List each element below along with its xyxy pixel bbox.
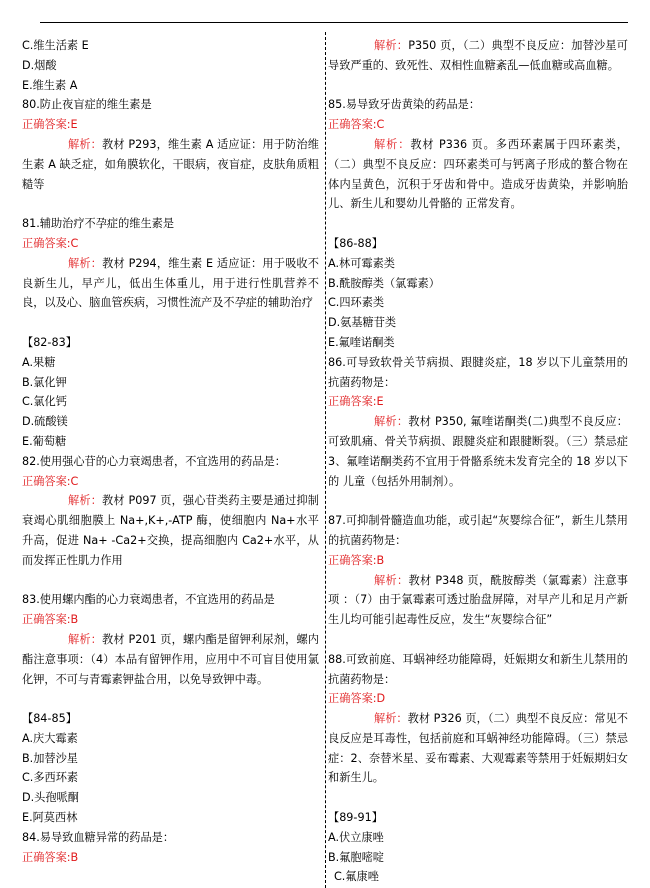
- answer-value: C: [70, 474, 79, 488]
- answer-88: [328, 689, 628, 709]
- answer-label: 正确答案:: [22, 118, 71, 132]
- answer-82: [22, 472, 319, 492]
- answer-83: [22, 610, 319, 630]
- answer-80: [22, 115, 319, 135]
- option-c: C.四环素类: [328, 296, 385, 310]
- option-a: A.果糖: [22, 355, 56, 369]
- group-heading-82-83: 【82-83】: [22, 335, 77, 349]
- question-82: 82.使用强心苷的心力衰竭患者，不宜选用的药品是：: [22, 454, 286, 468]
- answer-value: B: [70, 850, 79, 864]
- explanation-87: [328, 571, 628, 630]
- option-c: C.氟康唑: [334, 870, 379, 884]
- explanation-label: 解析：: [374, 39, 409, 52]
- option-b: B.酰胺醇类（氯霉素）: [328, 276, 440, 290]
- option-e: E.维生素 A: [22, 78, 78, 92]
- option-d: D.氨基糖苷类: [328, 316, 397, 330]
- explanation-85: [328, 135, 628, 214]
- option-a: A.伏立康唑: [328, 830, 384, 844]
- group-heading-84-85: 【84-85】: [22, 712, 77, 726]
- option-e: E.阿莫西林: [22, 811, 78, 825]
- question-84: 84.易导致血糖异常的药品是：: [22, 830, 175, 844]
- group-heading-86-88: 【86-88】: [328, 236, 383, 250]
- explanation-text: P350 页，（二）典型不良反应：加替沙星可导致严重的、致死性、双相性血糖紊乱—低血糖或高血糖。: [328, 39, 628, 72]
- question-80: 80.防止夜盲症的维生素是: [22, 98, 152, 112]
- option-b: B.加替沙星: [22, 751, 78, 765]
- answer-value: B: [376, 553, 385, 567]
- explanation-label: 解析：: [374, 415, 409, 429]
- question-81: 81.辅助治疗不孕症的维生素是: [22, 217, 175, 231]
- explanation-text: 教材 P350, 氟喹诺酮类(二)典型不良反应：可致肌痛、骨关节病损、跟腱炎症和跟腱断裂。（三）禁忌症 3、氟喹诺酮类药不宜用于骨骼系统未发育完全的 18 岁以下的 儿童（包括外用制剂）。: [328, 415, 628, 488]
- answer-label: 正确答案:: [22, 613, 71, 627]
- explanation-label: 解析：: [68, 256, 103, 270]
- answer-label: 正确答案:: [328, 118, 377, 132]
- explanation-text: 教材 P201 页，螺内酯是留钾利尿剂，螺内酯注意事项：（4）本品有留钾作用，应用中不可盲目使用氯化钾，不可与青霉素钾盐合用，以免导致钾中毒。: [22, 632, 319, 686]
- explanation-label: 解析：: [68, 494, 103, 508]
- explanation-label: 解析：: [374, 712, 408, 726]
- explanation-82: [22, 491, 319, 570]
- answer-87: [328, 551, 628, 571]
- answer-label: 正确答案:: [22, 236, 71, 250]
- right-column: [328, 36, 628, 887]
- option-c: C.多西环素: [22, 771, 79, 785]
- explanation-83: [22, 630, 319, 689]
- explanation-label: 解析：: [68, 137, 103, 151]
- question-88: 88.可致前庭、耳蜗神经功能障碍，妊娠期女和新生儿禁用的抗菌药物是：: [328, 652, 628, 686]
- explanation-80: [22, 135, 319, 194]
- answer-label: 正确答案:: [328, 553, 377, 567]
- option-b: B.氟胞嘧啶: [328, 850, 384, 864]
- explanation-81: [22, 254, 319, 313]
- option-e: E.氟喹诺酮类: [328, 335, 395, 349]
- option-e: E.葡萄糖: [22, 434, 67, 448]
- option-c: C.维生活素 E: [22, 39, 89, 52]
- answer-value: C: [376, 118, 385, 132]
- group-heading-89-91: 【89-91】: [328, 811, 383, 825]
- answer-label: 正确答案:: [22, 474, 71, 488]
- explanation-text: 教材 P097 页，强心苷类药主要是通过抑制衰竭心肌细胞膜上 Na+,K+,-ATP 酶，使细胞内 Na+水平升高，促进 Na+ -Ca2+交换，提高细胞内 Ca2+水平，从而发挥正性肌力作用: [22, 494, 319, 567]
- option-d: D.头孢哌酮: [22, 791, 79, 805]
- answer-value: B: [70, 613, 79, 627]
- answer-85: [328, 115, 628, 135]
- explanation-label: 解析：: [68, 632, 103, 646]
- question-86: 86.可导致软骨关节病损、跟腱炎症，18 岁以下儿童禁用的抗菌药物是：: [328, 355, 628, 389]
- answer-value: C: [70, 236, 79, 250]
- answer-label: 正确答案:: [328, 692, 377, 706]
- explanation-88: [328, 709, 628, 788]
- option-d: D.烟酸: [22, 58, 57, 72]
- header-rule: [40, 22, 628, 23]
- question-87: 87.可抑制骨髓造血功能，或引起“灰婴综合征”，新生儿禁用的抗菌药物是：: [328, 514, 628, 547]
- explanation-text: 教材 P294，维生素 E 适应证：用于吸收不良新生儿，早产儿，低出生体重儿，用于进行性肌营养不良，以及心、脑血管疾病，习惯性流产及不孕症的辅助治疗: [22, 256, 319, 310]
- answer-label: 正确答案:: [328, 395, 377, 409]
- answer-86: [328, 392, 628, 412]
- answer-value: D: [376, 692, 386, 706]
- option-c: C.氯化钙: [22, 395, 67, 409]
- explanation-text: 教材 P336 页。多西环素属于四环素类，（二）典型不良反应：四环素类可与钙离子形成的螯合物在体内呈黄色，沉积于牙齿和骨中。造成牙齿黄染，并影响胎儿、新生儿和婴幼儿骨骼的 正常发育。: [328, 137, 628, 211]
- answer-label: 正确答案:: [22, 850, 71, 864]
- answer-84: [22, 848, 319, 868]
- explanation-text: 教材 P293，维生素 A 适应证：用于防治维生素 A 缺乏症，如角膜软化，干眼病，夜盲症，皮肤角质粗糙等: [22, 137, 319, 191]
- left-column: [22, 36, 319, 867]
- explanation-text: 教材 P326 页，（二）典型不良反应：常见不良反应是耳毒性，包括前庭和耳蜗神经功能障碍。（三）禁忌症：2、奈替米星、妥布霉素、大观霉素等禁用于妊娠期妇女和新生儿。: [328, 712, 628, 785]
- question-85: 85.易导致牙齿黄染的药品是：: [328, 98, 481, 112]
- question-83: 83.使用螺内酯的心力衰竭患者，不宜选用的药品是: [22, 593, 275, 607]
- explanation-text: 教材 P348 页，酰胺醇类（氯霉素）注意事项 ：（7）由于氯霉素可透过胎盘屏障，对早产儿和足月产新生儿均可能引起毒性反应，发生“灰婴综合征”: [328, 573, 628, 627]
- explanation-84: [328, 36, 628, 76]
- column-divider: [325, 32, 326, 888]
- explanation-86: [328, 412, 628, 491]
- explanation-label: 解析：: [374, 573, 409, 587]
- option-a: A.林可霉素类: [328, 256, 395, 270]
- option-d: D.硫酸镁: [22, 415, 68, 429]
- answer-value: E: [70, 118, 78, 132]
- answer-81: [22, 234, 319, 254]
- option-a: A.庆大霉素: [22, 731, 78, 745]
- answer-value: E: [376, 395, 384, 409]
- option-b: B.氯化钾: [22, 375, 67, 389]
- explanation-label: 解析：: [374, 137, 411, 151]
